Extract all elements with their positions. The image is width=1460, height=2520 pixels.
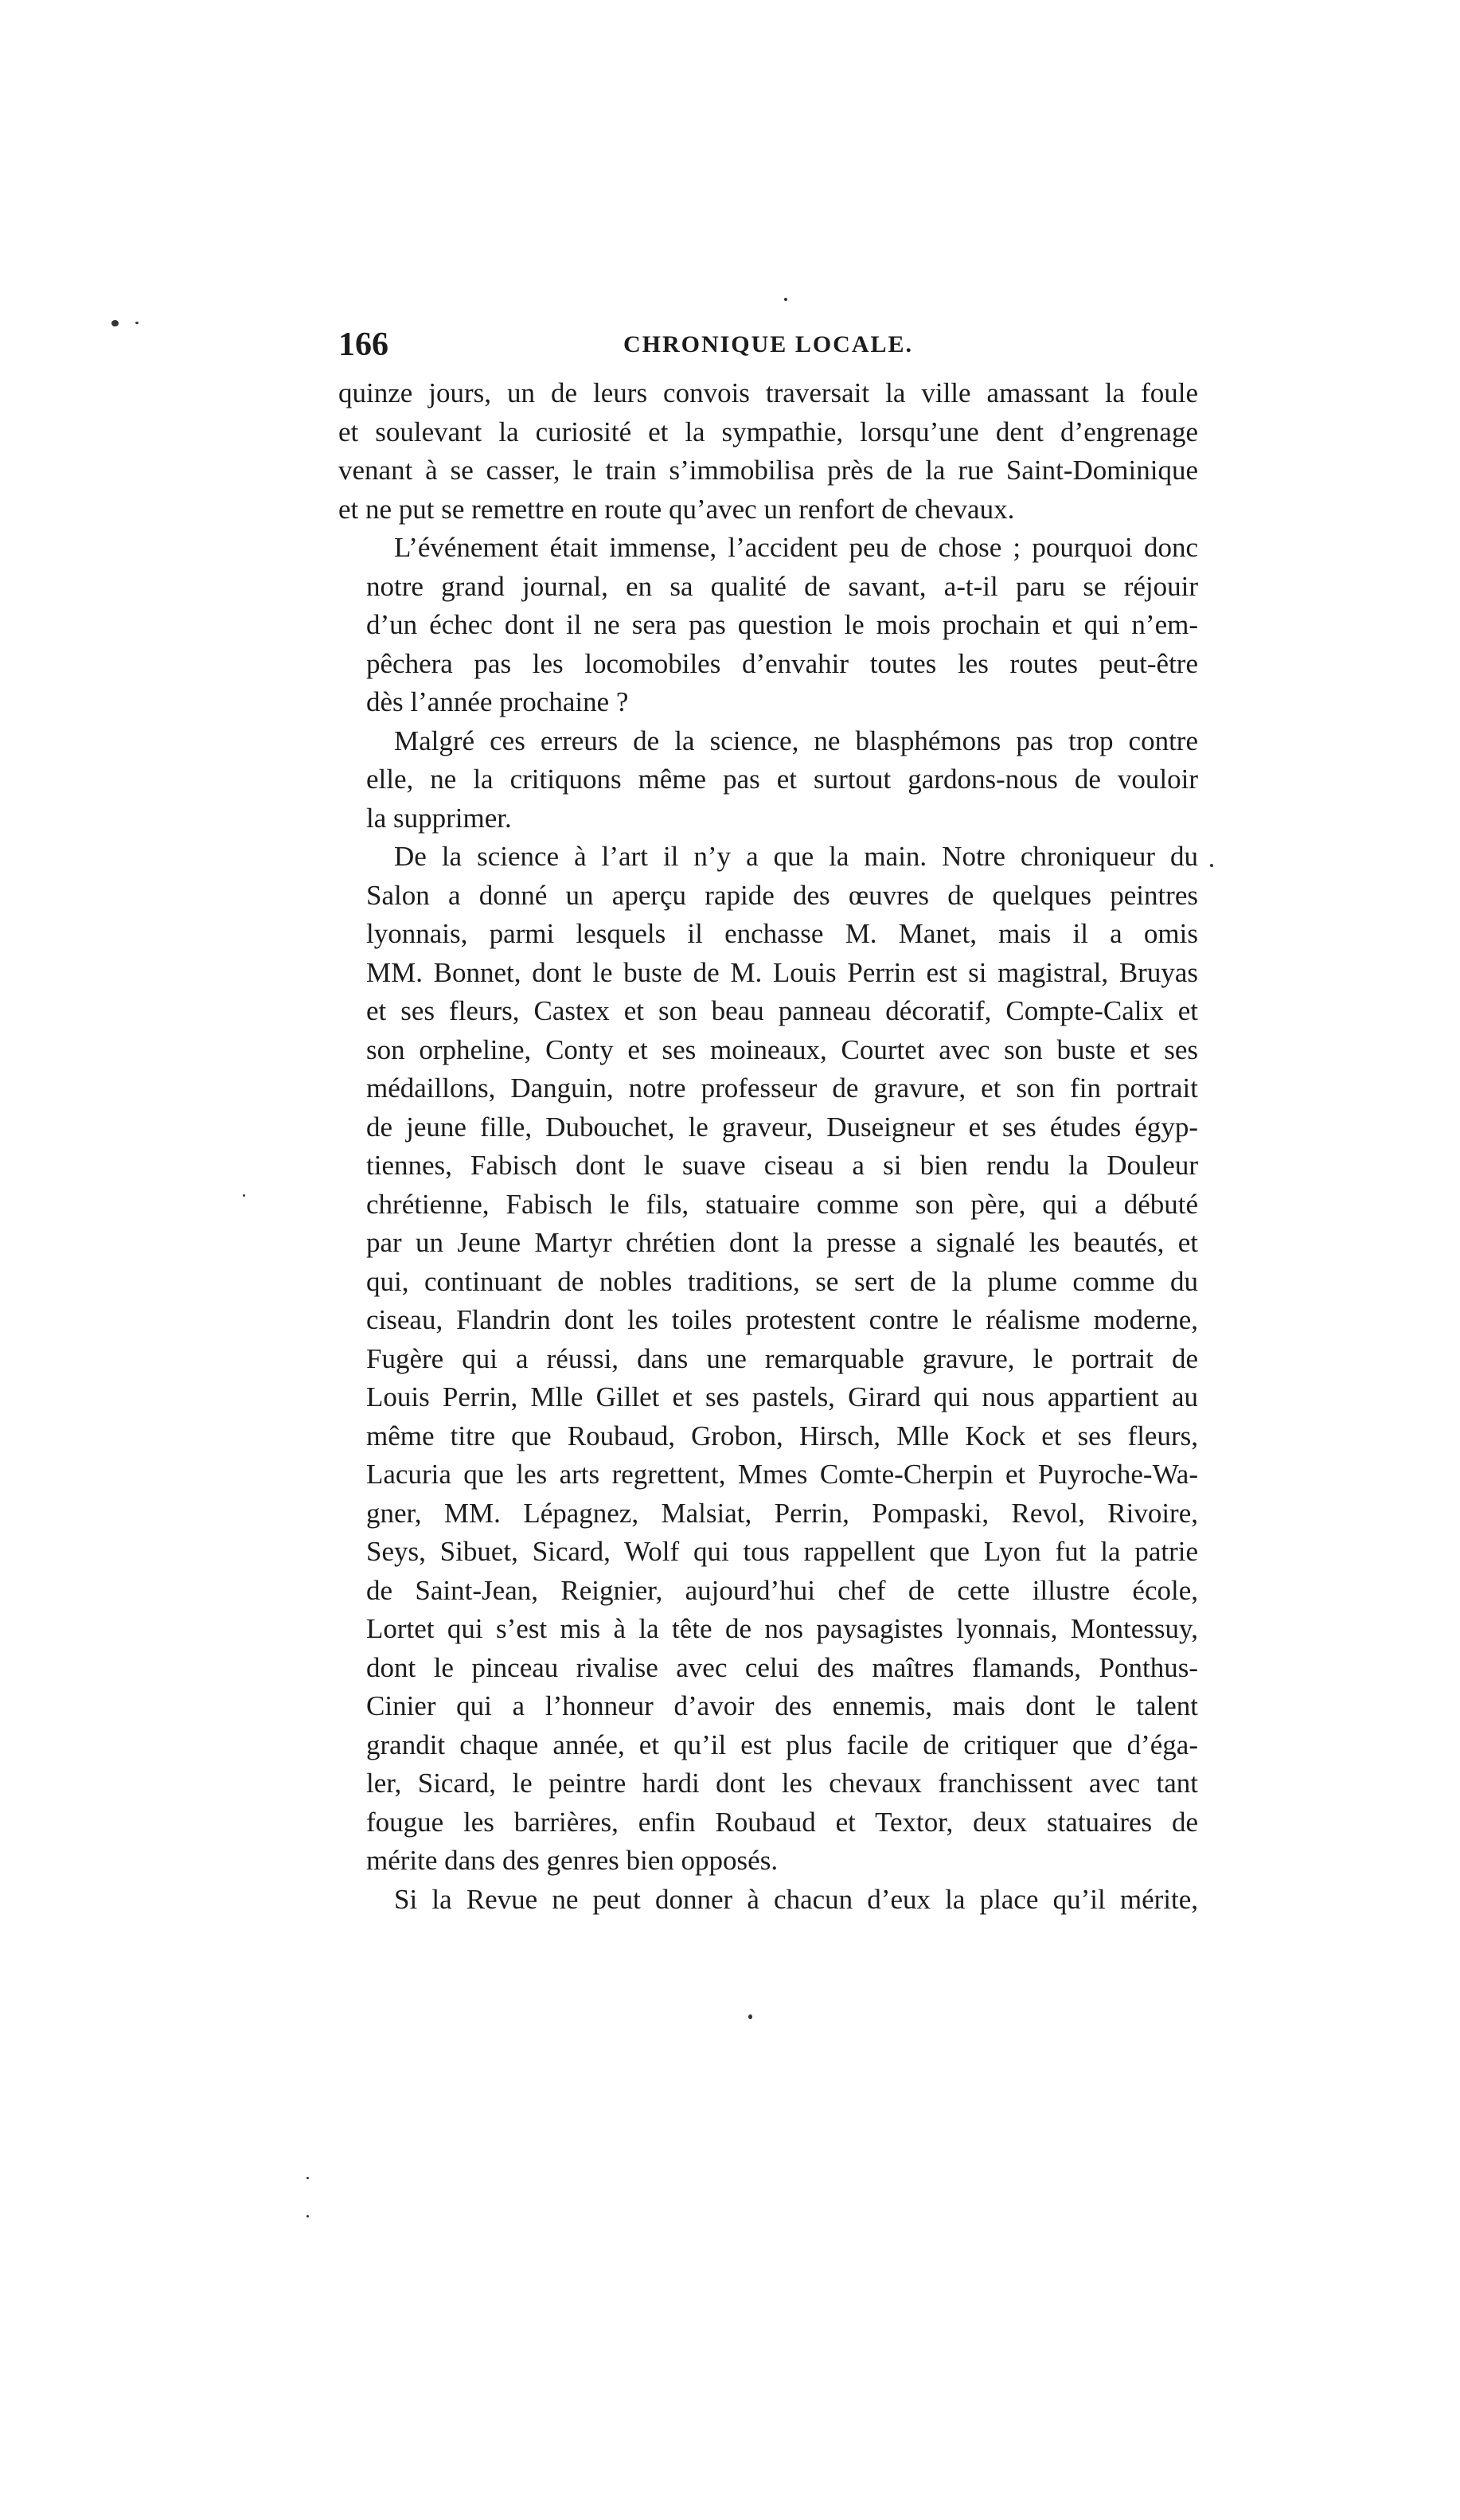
text-line: Cinier qui a l’honneur d’avoir des ennemis, mais dont le talent [366,1690,1198,1721]
text-line: quinze jours, un de leurs convois traversait la ville amassant la foule [338,377,1198,408]
text-line: médaillons, Danguin, notre professeur de gravure, et son fin portrait [366,1072,1198,1104]
text-line: Seys, Sibuet, Sicard, Wolf qui tous rappellent que Lyon fut la patrie [366,1536,1198,1567]
text-line: tiennes, Fabisch dont le suave ciseau a si bien rendu la Douleur [366,1150,1198,1181]
text-line: notre grand journal, en sa qualité de savant, a-t-il paru se réjouir [366,570,1198,602]
text-line: grandit chaque année, et qu’il est plus facile de critiquer que d’éga- [366,1729,1198,1760]
text-line: son orpheline, Conty et ses moineaux, Courtet avec son buste et ses [366,1033,1198,1065]
scan-speck [135,322,139,324]
text-line: Louis Perrin, Mlle Gillet et ses pastels, Girard qui nous appartient au [366,1381,1198,1412]
text-line: Salon a donné un aperçu rapide des œuvres de quelques peintres [366,879,1198,911]
running-title: CHRONIQUE LOCALE. [623,331,914,357]
text-line: et ses fleurs, Castex et son beau panneau décoratif, Compte-Calix et [366,995,1198,1026]
text-line: même titre que Roubaud, Grobon, Hirsch, Mlle Kock et ses fleurs, [366,1420,1198,1451]
text-line: ciseau, Flandrin dont les toiles protestent contre le réalisme moderne, [366,1304,1198,1335]
text-line: lyonnais, parmi lesquels il enchasse M. Manet, mais il a omis [366,918,1198,949]
text-line: dès l’année prochaine ? [366,686,629,717]
scan-speck [306,2215,309,2217]
scan-speck [784,298,787,301]
text-line: L’événement était immense, l’accident peu de chose ; pourquoi donc [394,532,1198,563]
body-text [338,374,1198,1919]
text-line: Fugère qui a réussi, dans une remarquable gravure, le portrait de [366,1342,1198,1374]
paragraph [338,838,1198,1881]
paragraph [338,1881,1198,1920]
text-line: pêchera pas les locomobiles d’envahir toutes les routes peut-être [366,647,1198,679]
text-line: mérite dans des genres bien opposés. [366,1845,779,1876]
text-line: gner, MM. Lépagnez, Malsiat, Perrin, Pompaski, Revol, Rivoire, [366,1497,1198,1529]
text-line: fougue les barrières, enfin Roubaud et Textor, deux statuaires de [366,1806,1198,1838]
scan-speck [111,320,119,326]
running-head [338,322,1198,367]
text-line: Lortet qui s’est mis à la tête de nos paysagistes lyonnais, Montessuy, [366,1613,1198,1644]
text-line: dont le pinceau rivalise avec celui des maîtres flamands, Ponthus- [366,1651,1198,1683]
text-line: et soulevant la curiosité et la sympathie, lorsqu’une dent d’engrenage [338,416,1198,447]
text-line: Lacuria que les arts regrettent, Mmes Comte-Cherpin et Puyroche-Wa- [366,1459,1198,1490]
text-line: de Saint-Jean, Reignier, aujourd’hui chef de cette illustre école, [366,1574,1198,1606]
text-line: la supprimer. [366,802,512,834]
text-line: et ne put se remettre en route qu’avec un renfort de chevaux. [338,493,1015,525]
paragraph [338,722,1198,838]
text-line: MM. Bonnet, dont le buste de M. Louis Perrin est si magistral, Bruyas [366,956,1198,988]
scan-speck [748,2014,752,2019]
paragraph [338,374,1198,529]
scan-speck [243,1194,245,1197]
scan-speck [1210,864,1213,867]
text-line: Si la Revue ne peut donner à chacun d’eux la place qu’il mérite, [394,1883,1198,1915]
text-line: Malgré ces erreurs de la science, ne blasphémons pas trop contre [394,725,1198,756]
text-line: elle, ne la critiquons même pas et surtout gardons-nous de vouloir [366,764,1198,795]
page-number: 166 [338,326,388,363]
text-line: par un Jeune Martyr chrétien dont la presse a signalé les beautés, et [366,1227,1198,1258]
text-line: de jeune fille, Dubouchet, le graveur, Duseigneur et ses études égyp- [366,1111,1198,1143]
text-line: d’un échec dont il ne sera pas question le mois prochain et qui n’em- [366,609,1198,640]
text-line: ler, Sicard, le peintre hardi dont les chevaux franchissent avec tant [366,1768,1198,1799]
paragraph [338,529,1198,722]
text-line: qui, continuant de nobles traditions, se sert de la plume comme du [366,1265,1198,1297]
text-line: chrétienne, Fabisch le fils, statuaire comme son père, qui a débuté [366,1188,1198,1220]
text-line: venant à se casser, le train s’immobilisa près de la rue Saint-Dominique [338,455,1198,486]
text-line: De la science à l’art il n’y a que la main. Notre chroniqueur du [394,841,1198,872]
scan-speck [306,2177,309,2179]
